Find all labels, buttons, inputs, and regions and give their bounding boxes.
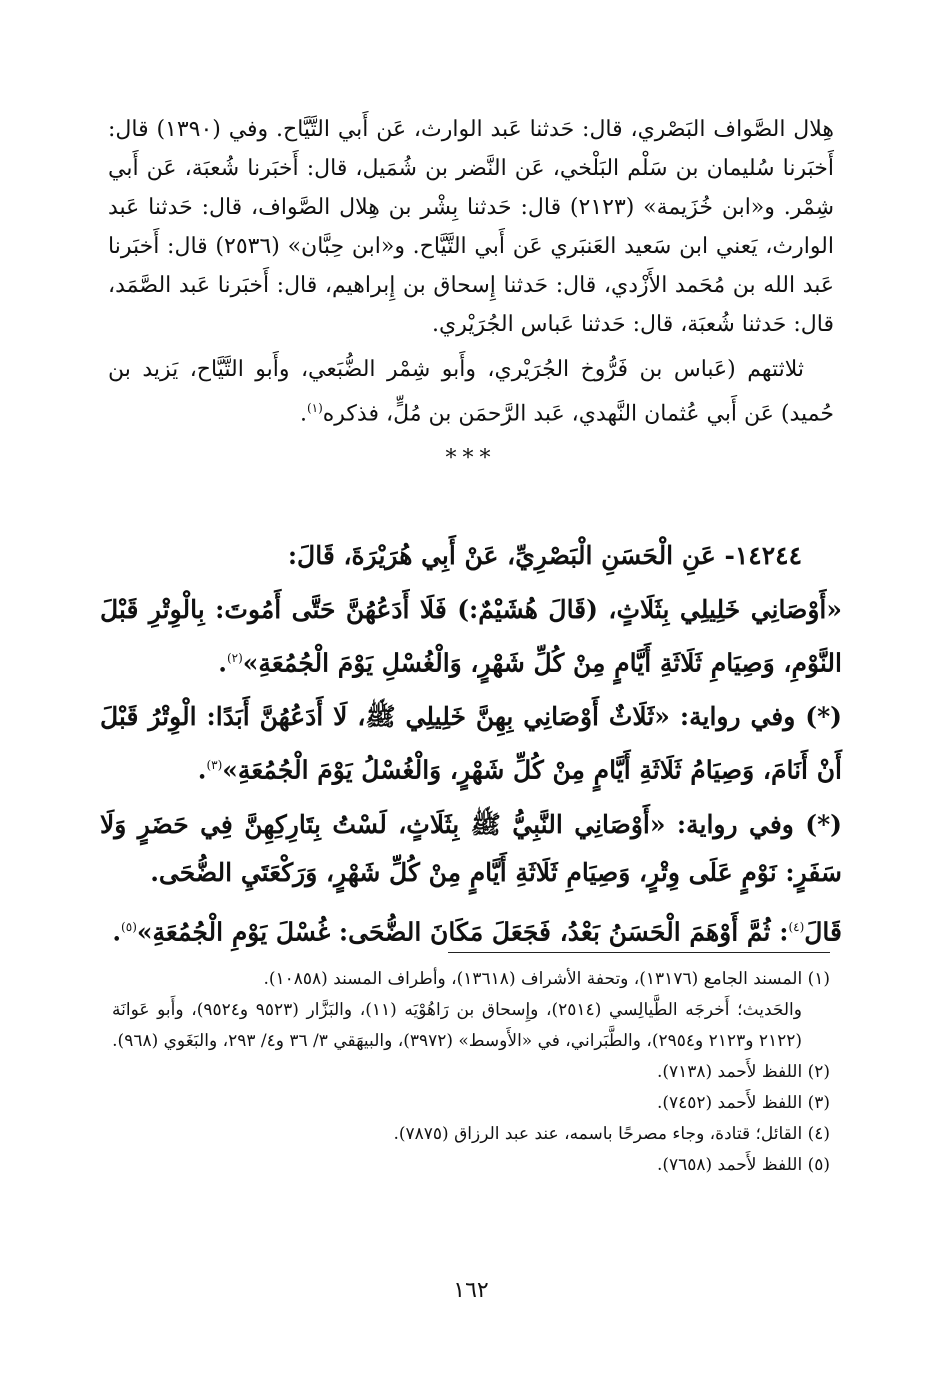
hadith-heading: ١٤٢٤٤- عَنِ الْحَسَنِ الْبَصْرِيِّ، عَنْ أَبِي هُرَيْرَةَ، قَالَ: — [287, 541, 802, 570]
hadith-text-2-body: (*) وفي رواية: «ثَلَاثٌ أَوْصَانِي بِهِنَّ خَلِيلِي ﷺ، لَا أَدَعُهُنَّ أَبَدًا: الْوِتْرُ قَبْلَ أَنْ أَنَامَ، وَصِيَامُ ثَلَاثَةِ أَيَّامٍ مِنْ كُلِّ شَهْرٍ، وَالْغُسْلُ يَوْمَ الْجُمُعَةِ» — [100, 702, 842, 785]
isnad-summary-paragraph — [108, 350, 834, 433]
hadith-text-1-body: «أَوْصَانِي خَلِيلِي بِثَلَاثٍ، (قَالَ هُشَيْمٌ:) فَلَا أَدَعُهُنَّ حَتَّى أَمُوتَ: بِالْوِتْرِ قَبْلَ النَّوْمِ، وَصِيَامِ ثَلَاثَةِ أَيَّامٍ مِنْ كُلِّ شَهْرٍ، وَالْغُسْلِ يَوْمَ الْجُمُعَةِ» — [100, 595, 842, 678]
footnote-1: (١) المسند الجامع (١٣١٧٦)، وتحفة الأشراف (١٣٦١٨)، وأطراف المسند (١٠٨٥٨). — [263, 969, 830, 989]
period: . — [197, 755, 207, 785]
section-divider: *** — [445, 446, 497, 472]
footnote-divider — [448, 952, 830, 953]
hadith-text-4 — [100, 903, 842, 956]
hadith-text-2 — [100, 693, 842, 794]
isnad-paragraph: هِلال الصَّواف البَصْري، قال: حَدثنا عَبد الوارث، عَن أَبي التَّيَّاح. وفي (١٣٩٠) قال: أَخبَرنا سُليمان بن سَلْم البَلْخي، عَن النَّضر بن شُمَيل، قال: أَخبَرنا شُعبَة، عَن أَبي شِمْر. و«ابن خُزَيمة» (٢١٢٣) قال: حَدثنا بِشْر بن هِلال الصَّواف، قال: حَدثنا عَبد الوارث، يَعني ابن سَعيد العَنبَري عَن أَبي التَّيَّاح. و«ابن حِبَّان» (٢٥٣٦) قال: أَخبَرنا عَبد الله بن مُحَمد الأَزْدي، قال: حَدثنا إِسحاق بن إِبراهيم، قال: أَخبَرنا عَبد الصَّمَد، قال: حَدثنا شُعبَة، قال: حَدثنا عَباس الجُرَيْري. — [108, 117, 834, 337]
footnotes — [112, 964, 830, 1181]
period: . — [218, 648, 227, 678]
main-text — [108, 110, 834, 482]
footnote-ref-2[interactable]: (٢) — [226, 651, 243, 665]
period: . — [112, 916, 122, 946]
footnote-ref-4[interactable]: (٤) — [788, 919, 805, 934]
hadith-text-4-body: : ثُمَّ أَوْهَمَ الْحَسَنُ بَعْدُ، فَجَعَلَ مَكَانَ الضُّحَى: غُسْلَ يَوْمِ الْجُمُعَةِ» — [136, 916, 789, 946]
footnote-ref-1[interactable]: (١) — [306, 401, 323, 415]
footnote-ref-5[interactable]: (٥) — [121, 919, 137, 934]
footnote-1-continuation: والحَديث؛ أَخرجَه الطَّيالِسي (٢٥١٤)، وإِسحاق بن رَاهُوْيَه (١١)، والبَزَّار (٩٥٢٣ و٩٥٢٤)، وأَبو عَوانَة (٢١٢٢ و٢١٢٣ و٢٩٥٤)، والطَّبَراني، في «الأَوسط» (٣٩٧٢)، والبيهَقي ٣/ ٣٦ و٤/ ٢٩٣، والبَغَوي (٩٦٨). — [112, 1000, 802, 1051]
page-number: ١٦٢ — [453, 1278, 489, 1303]
period: . — [299, 401, 307, 427]
hadith-text-4-qala: قَالَ — [804, 916, 842, 946]
hadith-text-1 — [100, 586, 842, 687]
footnote-2: (٢) اللفظ لأَحمد (٧١٣٨). — [656, 1062, 830, 1082]
footnote-4: (٤) القائل؛ قتادة، وجاء مصرحًا باسمه، عند عبد الرزاق (٧٨٧٥). — [393, 1124, 830, 1144]
footnote-3: (٣) اللفظ لأَحمد (٧٤٥٢). — [656, 1093, 830, 1113]
hadith-text-3: (*) وفي رواية: «أَوْصَانِي النَّبِيُّ ﷺ بِثَلَاثٍ، لَسْتُ بِتَارِكِهِنَّ فِي حَضَرٍ وَلَا سَفَرٍ: نَوْمٍ عَلَى وِتْرٍ، وَصِيَامِ ثَلَاثَةِ أَيَّامٍ مِنْ كُلِّ شَهْرٍ، وَرَكْعَتَيِ الضُّحَى. — [100, 809, 842, 887]
isnad-summary-text: ثلاثتهم (عَباس بن فَرُّوخ الجُرَيْري، وأَبو شِمْر الضُّبَعي، وأَبو التَّيَّاح، يَزيد بن حُميد) عَن أَبي عُثمان النَّهدي، عَبد الرَّحمَن بن مُلٍّ، فذكره — [108, 357, 834, 427]
hadith-block — [100, 532, 842, 962]
footnote-ref-3[interactable]: (٣) — [206, 758, 223, 773]
footnote-5: (٥) اللفظ لأَحمد (٧٦٥٨). — [656, 1155, 830, 1175]
